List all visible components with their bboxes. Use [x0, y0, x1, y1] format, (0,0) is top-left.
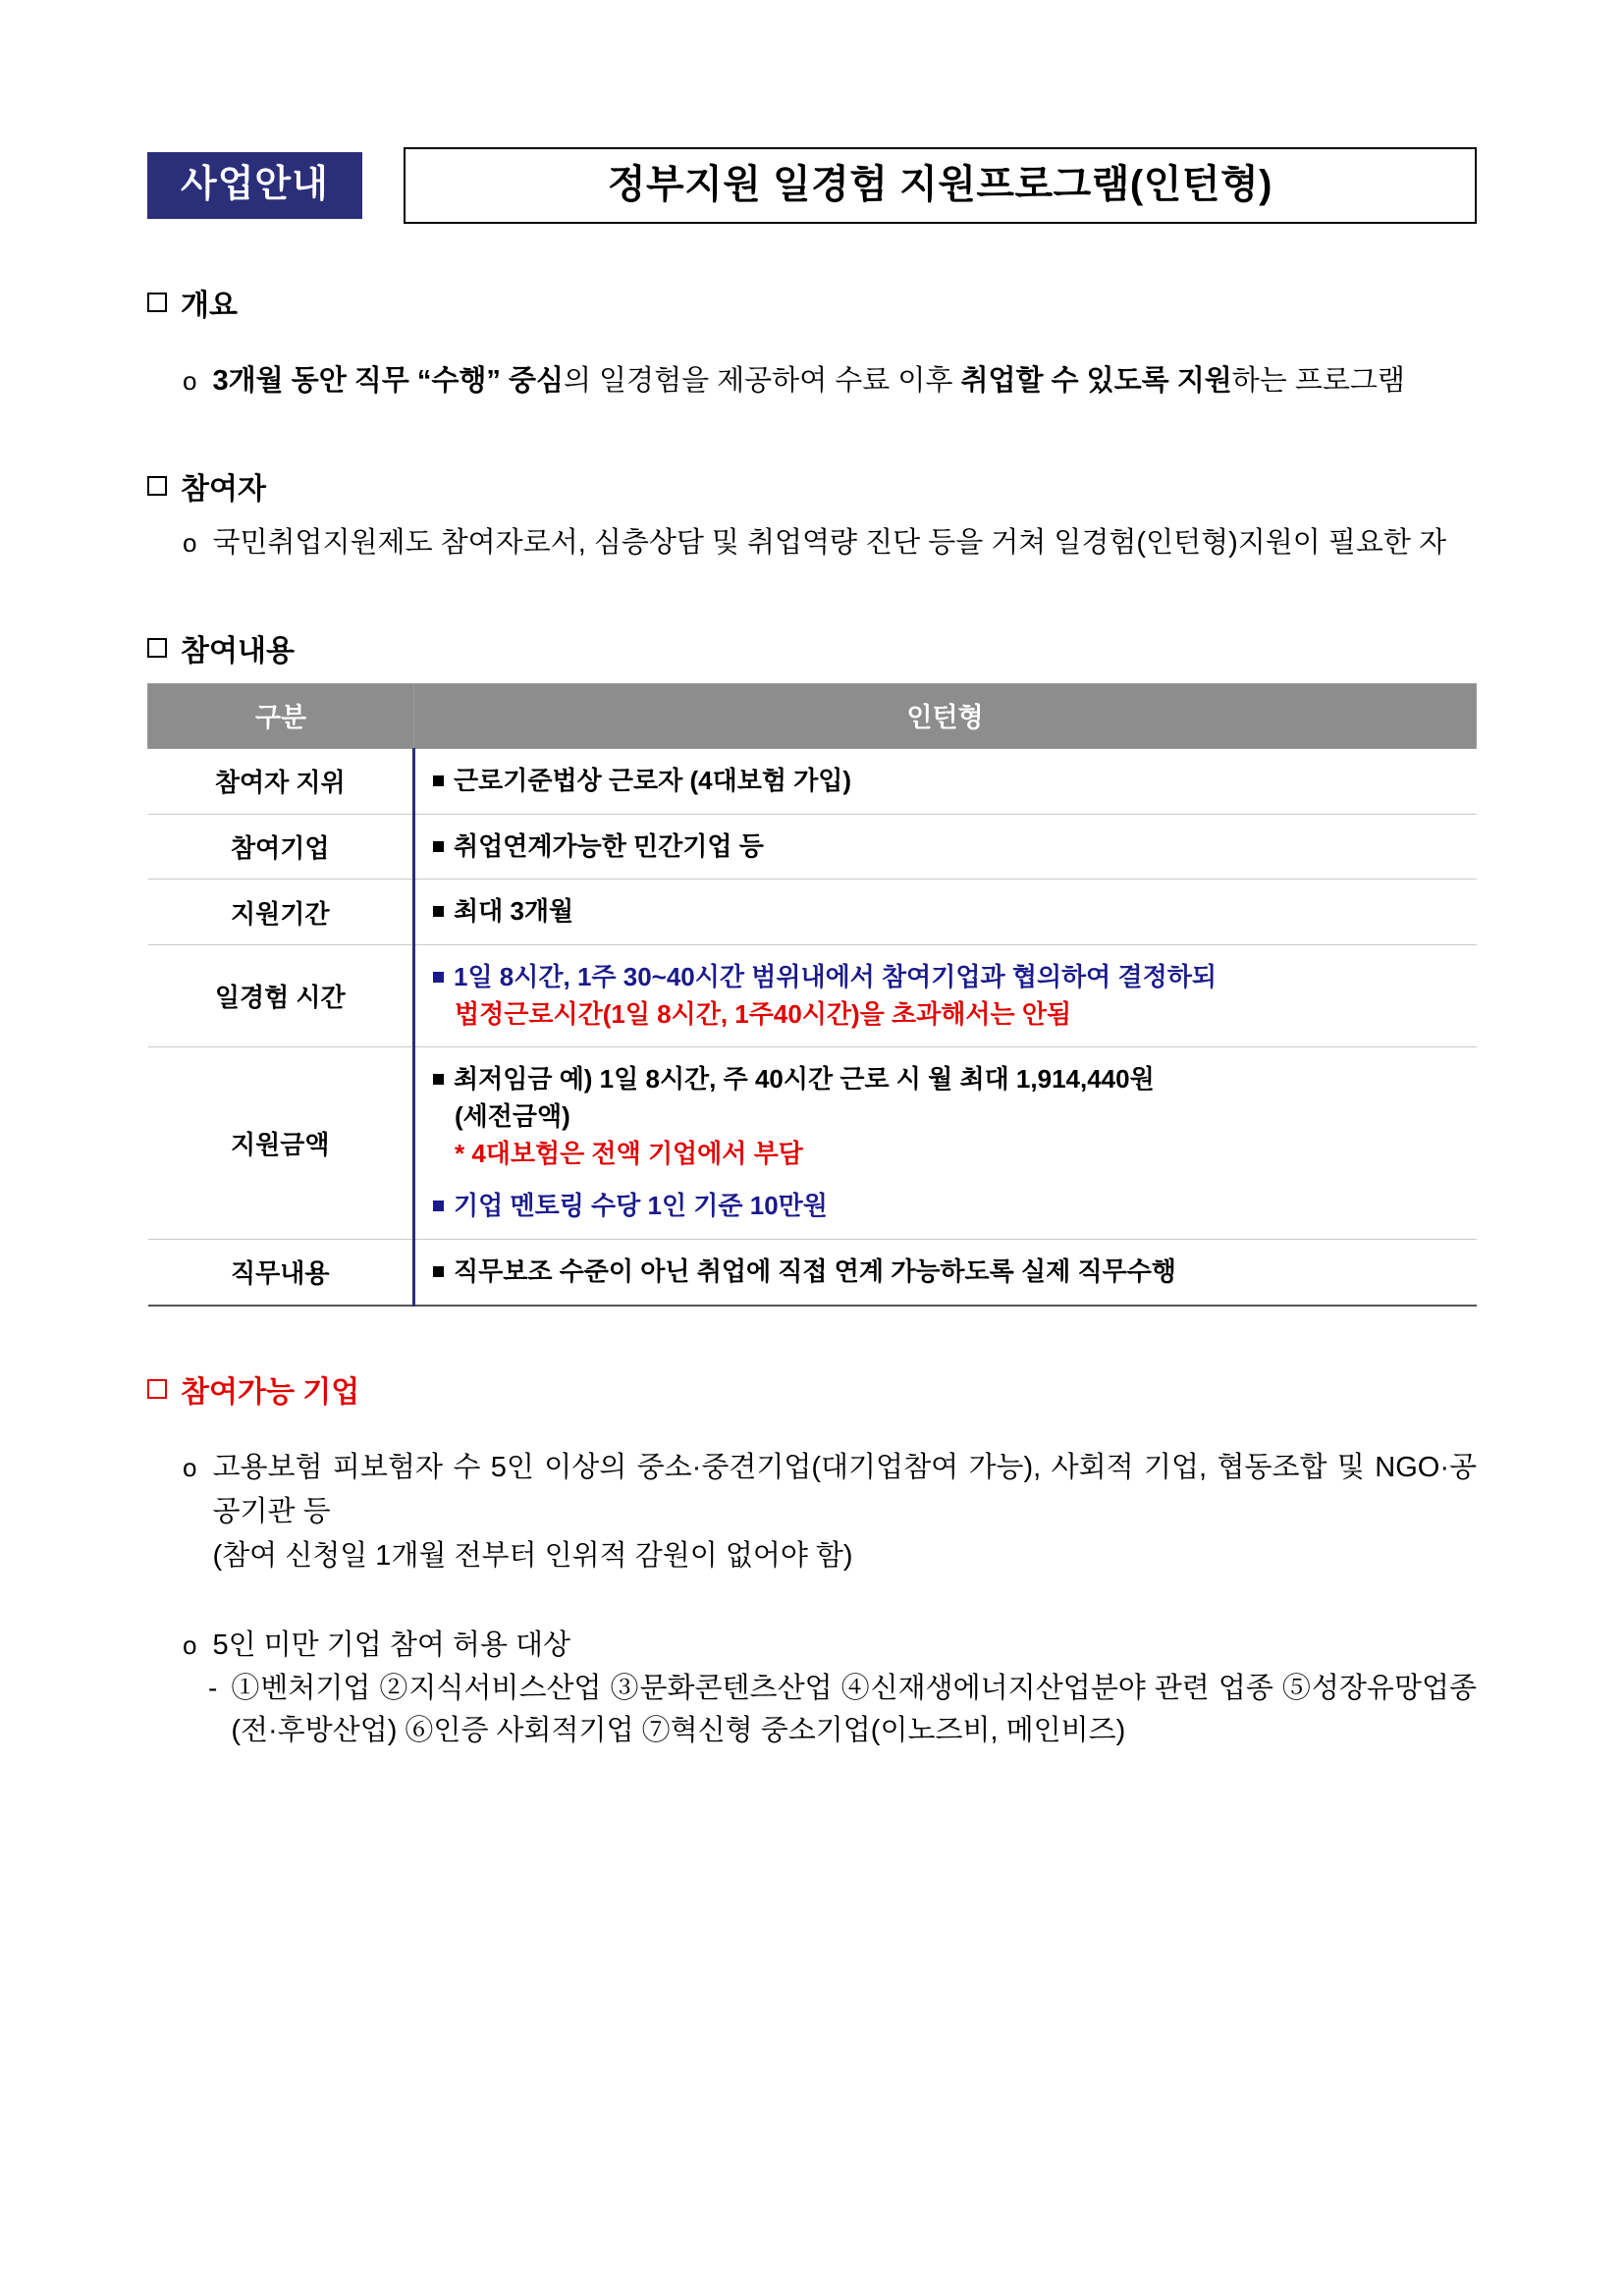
- companies-bullet-1: [183, 1446, 1477, 1578]
- row-label: 직무내용: [148, 1240, 414, 1306]
- overview-bullet: [183, 359, 1477, 403]
- section-heading-content-label: 참여내용: [181, 634, 295, 667]
- small-square-icon: [433, 1074, 444, 1085]
- table-row: [148, 880, 1477, 945]
- document-header: [147, 147, 1477, 224]
- overview-text-part1: 3개월 동안 직무 “수행” 중심: [212, 365, 564, 397]
- program-details-table: [147, 683, 1477, 1307]
- overview-text-part4: 하는 프로그램: [1231, 365, 1405, 397]
- small-square-icon: [433, 841, 444, 852]
- companies-detail-text: ①벤처기업 ②지식서비스산업 ③문화콘텐츠산업 ④신재생에너지산업분야 관련 업종 ⑤성장유망업종(전·후방산업) ⑥인증 사회적기업 ⑦혁신형 중소기업(이노즈비, 메인비즈): [231, 1672, 1477, 1746]
- list-item: [433, 1254, 1467, 1291]
- companies-text-2: 5인 미만 기업 참여 허용 대상: [212, 1629, 571, 1661]
- dash-bullet-icon: -: [208, 1672, 218, 1703]
- table-row: [148, 1240, 1477, 1306]
- companies-text-1-line2: (참여 신청일 1개월 전부터 인위적 감원이 없어야 함): [212, 1539, 853, 1572]
- companies-bullet-2: [183, 1624, 1477, 1668]
- list-item: [433, 828, 1467, 866]
- circle-bullet-icon: o: [183, 527, 197, 558]
- list-item-text: 취업연계가능한 민간기업 등: [454, 830, 764, 861]
- table-row: [148, 814, 1477, 880]
- square-bullet-icon: [147, 638, 167, 658]
- circle-bullet-icon: o: [183, 1452, 197, 1482]
- row-value: [414, 814, 1477, 880]
- participant-text: 국민취업지원제도 참여자로서, 심층상담 및 취업역량 진단 등을 거쳐 일경험(인턴형)지원이 필요한 자: [212, 526, 1446, 559]
- section-heading-participant: [147, 464, 1477, 507]
- list-item-text: 최저임금 예) 1일 8시간, 주 40시간 근로 시 월 최대 1,914,440원: [454, 1064, 1155, 1095]
- section-heading-overview-label: 개요: [181, 290, 238, 322]
- list-item: [433, 763, 1467, 800]
- square-bullet-icon: [147, 293, 167, 312]
- list-item-note: 법정근로시간(1일 8시간, 1주40시간)을 초과해서는 안됨: [455, 998, 1072, 1029]
- overview-text: [212, 359, 1404, 403]
- small-square-icon: [433, 1201, 444, 1211]
- section-heading-participant-label: 참여자: [181, 472, 266, 506]
- companies-text-1: [212, 1446, 1477, 1578]
- row-label: 일경험 시간: [148, 944, 414, 1046]
- circle-bullet-icon: o: [183, 1629, 197, 1660]
- list-item-text: 1일 8시간, 1주 30~40시간 범위내에서 참여기업과 협의하여 결정하되: [454, 961, 1217, 991]
- row-value: [414, 880, 1477, 945]
- section-heading-overview: [147, 281, 1477, 324]
- table-header-category: 구분: [148, 683, 414, 748]
- row-value: [414, 944, 1477, 1046]
- row-value: [414, 748, 1477, 814]
- table-row: [148, 1047, 1477, 1240]
- list-item: [433, 959, 1467, 996]
- page-title: 정부지원 일경험 지원프로그램(인턴형): [404, 147, 1477, 224]
- section-heading-companies-label: 참여가능 기업: [181, 1375, 360, 1409]
- overview-text-part3: 취업할 수 있도록 지원: [960, 365, 1232, 397]
- list-item-subtext: (세전금액): [455, 1101, 570, 1131]
- table-header-row: [148, 683, 1477, 748]
- section-heading-companies: [147, 1367, 1477, 1411]
- list-item: [433, 1061, 1467, 1098]
- small-square-icon: [433, 906, 444, 917]
- list-item-text: 기업 멘토링 수당 1인 기준 10만원: [454, 1191, 828, 1221]
- circle-bullet-icon: o: [183, 366, 197, 396]
- section-heading-content: [147, 626, 1477, 669]
- companies-text-1-line1: 고용보험 피보험자 수 5인 이상의 중소·중견기업(대기업참여 가능), 사회적 기업, 협동조합 및 NGO·공공기관 등: [212, 1451, 1477, 1527]
- row-label: 참여기업: [148, 814, 414, 880]
- small-square-icon: [433, 972, 444, 983]
- list-item-note: * 4대보험은 전액 기업에서 부담: [455, 1138, 803, 1168]
- table-header-intern: 인턴형: [414, 683, 1477, 748]
- overview-text-part2: 의 일경험을 제공하여 수료 이후: [563, 365, 961, 397]
- square-bullet-icon: [147, 476, 167, 496]
- participant-bullet: [183, 521, 1477, 565]
- row-label: 지원금액: [148, 1047, 414, 1240]
- small-square-icon: [433, 775, 444, 786]
- list-item-text: 근로기준법상 근로자 (4대보험 가입): [454, 765, 852, 795]
- program-badge: 사업안내: [147, 152, 362, 219]
- row-label: 지원기간: [148, 880, 414, 945]
- list-item: [433, 893, 1467, 931]
- row-value: [414, 1047, 1477, 1240]
- row-label: 참여자 지위: [148, 748, 414, 814]
- list-item-text: 직무보조 수준이 아닌 취업에 직접 연계 가능하도록 실제 직무수행: [454, 1256, 1176, 1287]
- list-item: [433, 1188, 1467, 1225]
- row-value: [414, 1240, 1477, 1306]
- small-square-icon: [433, 1266, 444, 1277]
- table-row: [148, 944, 1477, 1046]
- companies-detail-row: [208, 1668, 1477, 1753]
- square-bullet-icon: [147, 1379, 167, 1399]
- table-row: [148, 748, 1477, 814]
- list-item-text: 최대 3개월: [454, 896, 574, 927]
